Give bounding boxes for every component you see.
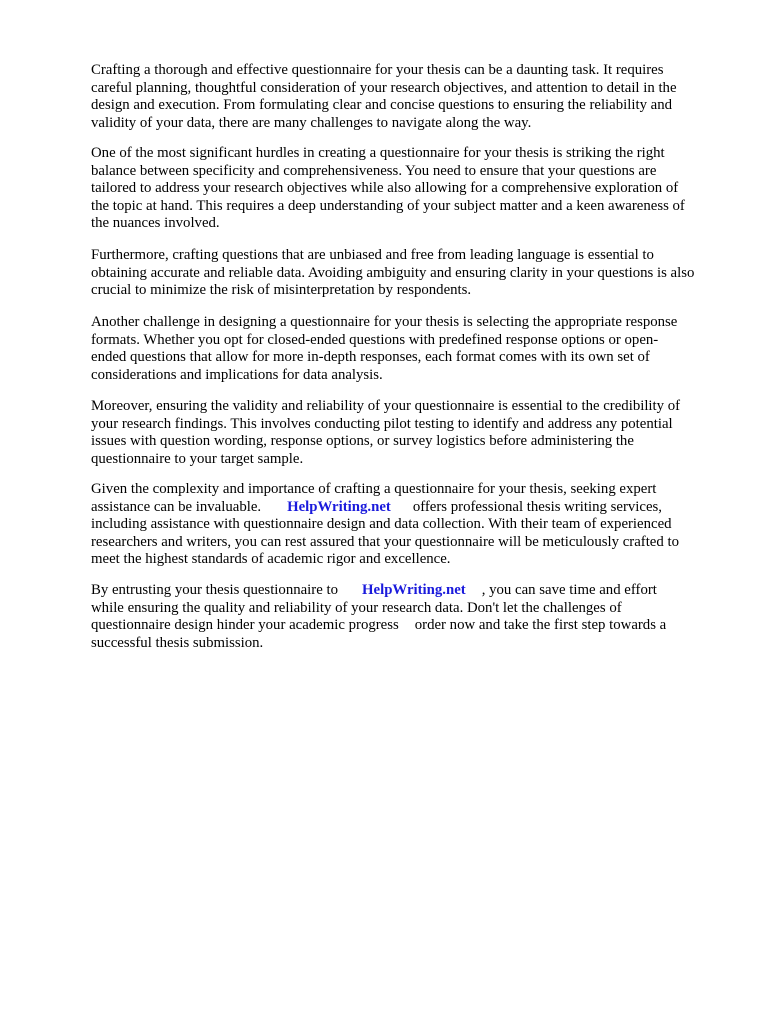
paragraph-conclusion — [91, 582, 666, 652]
text-line: design and execution. From formulating clear and concise questions to ensuring the reliability and — [91, 97, 673, 113]
text-line: Moreover, ensuring the validity and reliability of your questionnaire is essential to the credibility of — [91, 398, 681, 414]
paragraph-expert-assistance — [91, 481, 679, 569]
text-line: Furthermore, crafting questions that are unbiased and free from leading language is essential to — [91, 247, 654, 263]
text-line: validity of your data, there are many challenges to navigate along the way. — [91, 114, 532, 131]
text-line: including assistance with questionnaire design and data collection. With their team of experienced — [91, 516, 672, 532]
text-line: the topic at hand. This requires a deep understanding of your subject matter and a keen awareness of — [91, 197, 685, 214]
paragraph-unbiased — [91, 247, 694, 300]
text-line: careful planning, thoughtful consideration of your research objectives, and attention to detail in the — [91, 79, 677, 96]
text-segment: offers professional thesis writing services, — [412, 498, 662, 515]
text-line: while ensuring the quality and reliability of your research data. Don't let the challenges of — [91, 599, 622, 616]
text-line: issues with question wording, response options, or survey logistics before administering the — [91, 433, 634, 449]
paragraph-validity — [91, 398, 680, 468]
text-line: your research findings. This involves conducting pilot testing to identify and address any potential — [91, 415, 673, 432]
text-line: researchers and writers, you can rest assured that your questionnaire will be meticulously crafted to — [91, 533, 679, 550]
text-line — [91, 499, 679, 517]
text-line: meet the highest standards of academic rigor and excellence. — [91, 551, 451, 567]
text-line: considerations and implications for data analysis. — [91, 366, 383, 383]
order-now-text: order now and take the first step towards a — [414, 617, 667, 633]
text-line — [91, 617, 666, 635]
text-segment: , you can save time and effort — [481, 582, 657, 598]
text-line: balance between specificity and comprehensiveness. You need to ensure that your questions are — [91, 162, 657, 179]
paragraph-response-formats — [91, 314, 677, 384]
text-line: Another challenge in designing a questionnaire for your thesis is selecting the appropriate response — [91, 314, 678, 330]
text-line: Crafting a thorough and effective questionnaire for your thesis can be a daunting task. It requires — [91, 62, 664, 78]
helpwriting-link[interactable]: HelpWriting.net — [287, 498, 391, 515]
text-line: One of the most significant hurdles in creating a questionnaire for your thesis is striking the right — [91, 145, 665, 161]
text-line: successful thesis submission. — [91, 634, 264, 651]
text-line: questionnaire to your target sample. — [91, 450, 304, 467]
text-segment: assistance can be invaluable. — [91, 498, 262, 515]
text-line: ended questions that allow for more in-depth responses, each format comes with its own set of — [91, 349, 650, 365]
text-line — [91, 582, 666, 600]
text-line: the nuances involved. — [91, 215, 220, 231]
paragraph-specificity — [91, 145, 685, 233]
helpwriting-link[interactable]: HelpWriting.net — [362, 582, 466, 598]
text-line: tailored to address your research objectives while also allowing for a comprehensive exploration of — [91, 180, 679, 196]
text-line: crucial to minimize the risk of misinterpretation by respondents. — [91, 282, 472, 298]
text-line: Given the complexity and importance of crafting a questionnaire for your thesis, seeking expert — [91, 481, 657, 497]
paragraph-intro — [91, 62, 677, 132]
text-segment: questionnaire design hinder your academic progress — [91, 617, 399, 633]
text-segment: By entrusting your thesis questionnaire to — [91, 582, 338, 598]
text-line: obtaining accurate and reliable data. Avoiding ambiguity and ensuring clarity in your questions is also — [91, 264, 695, 281]
text-line: formats. Whether you opt for closed-ended questions with predefined response options or open- — [91, 331, 659, 348]
